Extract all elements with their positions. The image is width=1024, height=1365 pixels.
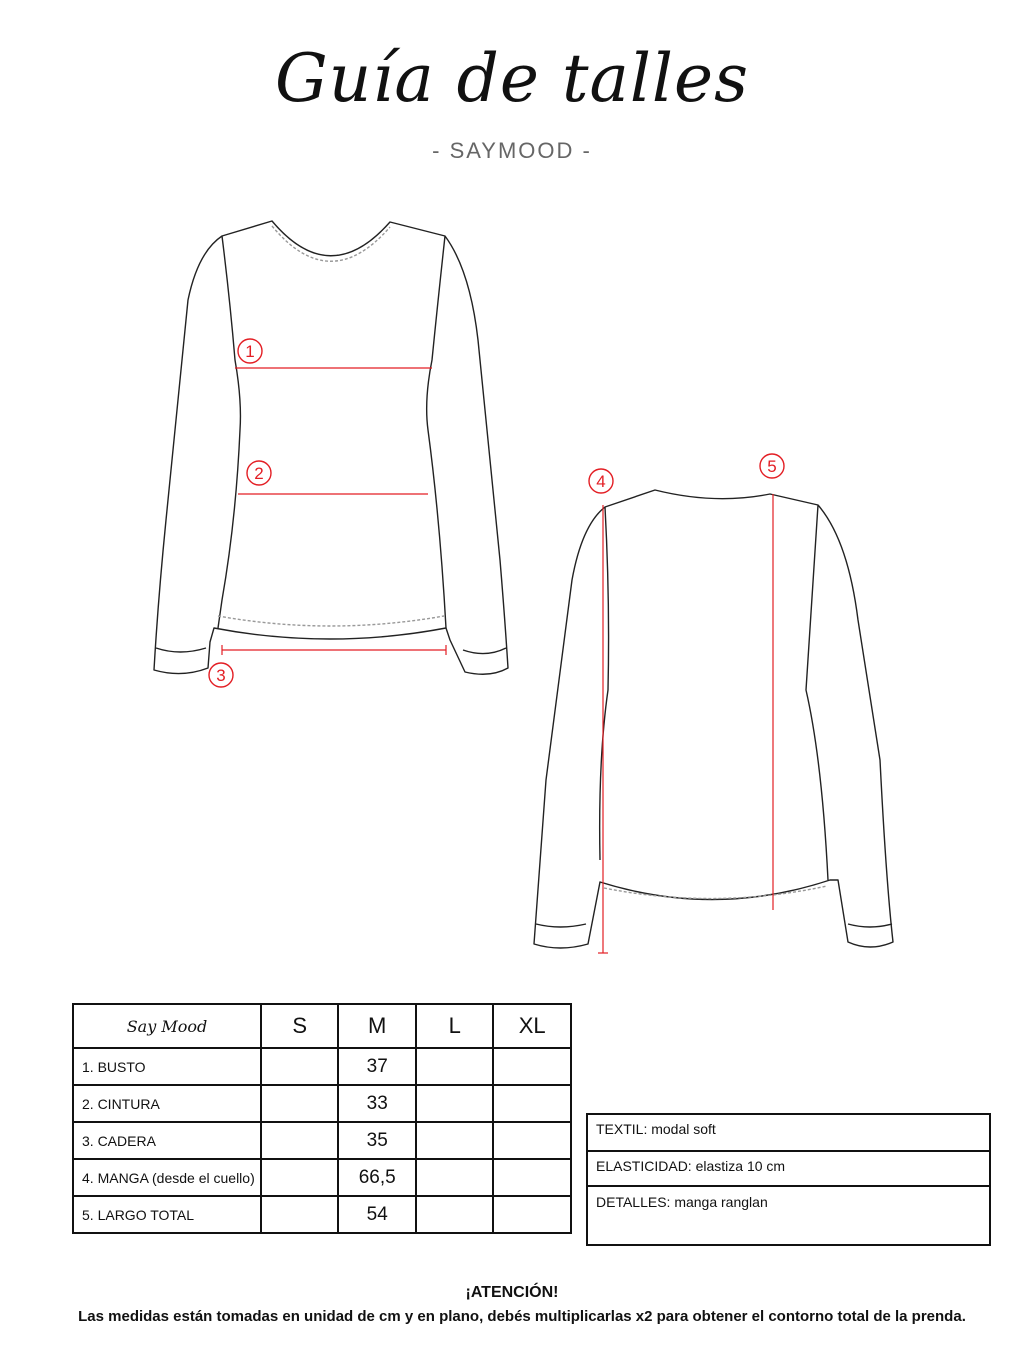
size-column-header: M	[338, 1004, 416, 1048]
size-value	[493, 1122, 571, 1159]
size-value: 66,5	[338, 1159, 416, 1196]
size-value	[416, 1122, 493, 1159]
measure-label: 1. BUSTO	[73, 1048, 261, 1085]
measure-label: 5. LARGO TOTAL	[73, 1196, 261, 1233]
marker-3: 3	[216, 666, 226, 685]
size-value	[493, 1048, 571, 1085]
size-value: 35	[338, 1122, 416, 1159]
table-row	[73, 1159, 571, 1196]
measure-label: 3. CADERA	[73, 1122, 261, 1159]
size-column-header: XL	[493, 1004, 571, 1048]
fabric-info-table	[586, 1113, 991, 1246]
attention-heading: ¡ATENCIÓN!	[465, 1284, 559, 1301]
page-title: Guía de talles	[275, 40, 749, 117]
back-garment	[534, 490, 893, 948]
fabric-text: TEXTIL: modal soft	[587, 1114, 990, 1151]
size-value	[416, 1085, 493, 1122]
size-value	[261, 1085, 338, 1122]
marker-1: 1	[245, 342, 255, 361]
attention-text: Las medidas están tomadas en unidad de cm y en plano, debés multiplicarlas x2 para obtener el contorno total de la prenda.	[78, 1308, 966, 1325]
size-value	[493, 1196, 571, 1233]
size-value	[416, 1159, 493, 1196]
front-garment	[154, 221, 508, 674]
size-value	[493, 1159, 571, 1196]
measure-label: 2. CINTURA	[73, 1085, 261, 1122]
size-value: 37	[338, 1048, 416, 1085]
size-value	[261, 1122, 338, 1159]
elasticity-text: ELASTICIDAD: elastiza 10 cm	[587, 1151, 990, 1186]
size-value	[416, 1048, 493, 1085]
info-row	[587, 1114, 990, 1151]
table-row	[73, 1085, 571, 1122]
info-row	[587, 1186, 990, 1245]
size-value	[416, 1196, 493, 1233]
marker-5: 5	[767, 457, 777, 476]
marker-4: 4	[596, 472, 606, 491]
page-subtitle: - SAYMOOD -	[432, 138, 592, 163]
size-header-row	[73, 1004, 571, 1048]
measure-lines	[222, 368, 773, 953]
size-value	[261, 1048, 338, 1085]
size-value: 54	[338, 1196, 416, 1233]
details-text: DETALLES: manga ranglan	[587, 1186, 990, 1245]
table-row	[73, 1048, 571, 1085]
size-value	[261, 1196, 338, 1233]
marker-circles	[209, 339, 784, 687]
marker-2: 2	[254, 464, 264, 483]
size-column-header: S	[261, 1004, 338, 1048]
marker-labels	[216, 342, 776, 685]
size-column-header: L	[416, 1004, 493, 1048]
brand-signature: Say Mood	[73, 1004, 261, 1048]
size-table	[72, 1003, 572, 1234]
size-value	[261, 1159, 338, 1196]
info-row	[587, 1151, 990, 1186]
table-row	[73, 1196, 571, 1233]
measure-label: 4. MANGA (desde el cuello)	[73, 1159, 261, 1196]
table-row	[73, 1122, 571, 1159]
size-value: 33	[338, 1085, 416, 1122]
size-value	[493, 1085, 571, 1122]
